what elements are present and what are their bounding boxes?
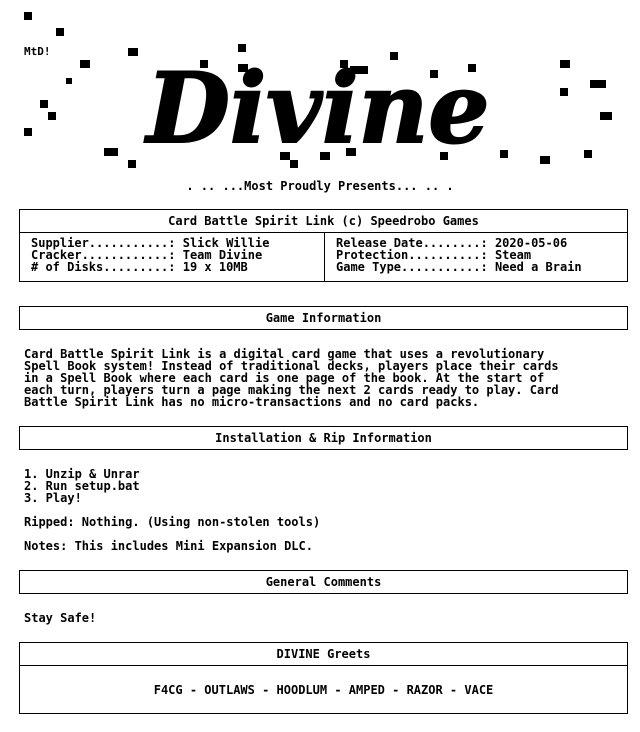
- logo-block: [104, 148, 118, 156]
- greets-box: [19, 642, 628, 714]
- logo-block: [560, 60, 570, 68]
- logo-block: [24, 128, 32, 136]
- cracker-row: Cracker............: Team Divine: [31, 248, 263, 262]
- logo-block: [238, 44, 246, 52]
- install-title: Installation & Rip Information: [215, 431, 432, 445]
- install-step: 1. Unzip & Unrar: [24, 467, 140, 481]
- logo-tag: MtD!: [24, 45, 51, 58]
- release-info-box: [19, 209, 628, 282]
- logo-block: [48, 112, 56, 120]
- logo-block: [128, 160, 136, 168]
- logo-block: [540, 156, 550, 164]
- divine-logo: [0, 0, 640, 180]
- game-type-row: Game Type...........: Need a Brain: [336, 260, 582, 274]
- logo-block: [40, 100, 48, 108]
- greets-title: DIVINE Greets: [276, 647, 371, 661]
- logo-block: [128, 48, 138, 56]
- comments-title: General Comments: [265, 575, 382, 589]
- greets-line: F4CG - OUTLAWS - HOODLUM - AMPED - RAZOR - VACE: [153, 683, 494, 697]
- release-date-row: Release Date........: 2020-05-06: [336, 236, 568, 250]
- logo-block: [66, 78, 72, 84]
- logo-block: [584, 150, 592, 158]
- divine-logo-art: [0, 0, 640, 180]
- divine-logo-text: Divine: [146, 52, 490, 165]
- logo-block: [24, 12, 32, 20]
- release-title: Card Battle Spirit Link (c) Speedrobo Games: [168, 214, 479, 228]
- comments-text: Stay Safe!: [24, 611, 97, 625]
- release-info-left: [20, 233, 325, 281]
- logo-block: [590, 80, 606, 88]
- game-info-title: Game Information: [265, 311, 382, 325]
- presents-line: . .. ...Most Proudly Presents... .. .: [186, 179, 454, 193]
- supplier-row: Supplier...........: Slick Willie: [31, 236, 270, 250]
- notes-line: Notes: This includes Mini Expansion DLC.: [24, 539, 313, 553]
- install-header: [19, 426, 628, 450]
- comments-header: [19, 570, 628, 594]
- game-info-header: [19, 306, 628, 330]
- install-step: 3. Play!: [24, 491, 82, 505]
- logo-block: [560, 88, 568, 96]
- game-info-line: Battle Spirit Link has no micro-transactions and no card packs.: [24, 395, 480, 409]
- protection-row: Protection..........: Steam: [336, 248, 532, 262]
- game-info-line: in a Spell Book where each card is one page of the book. At the start of: [24, 371, 545, 385]
- disks-row: # of Disks.........: 19 x 10MB: [31, 260, 248, 274]
- logo-block: [600, 112, 612, 120]
- release-info-right: [325, 233, 627, 281]
- game-info-line: Card Battle Spirit Link is a digital card game that uses a revolutionary: [24, 347, 545, 361]
- game-info-line: each turn, players turn a page making the next 2 cards ready to play. Card: [24, 383, 559, 397]
- logo-block: [500, 150, 508, 158]
- logo-block: [80, 60, 90, 68]
- install-step: 2. Run setup.bat: [24, 479, 140, 493]
- ripped-line: Ripped: Nothing. (Using non-stolen tools): [24, 515, 321, 529]
- logo-block: [56, 28, 64, 36]
- game-info-line: Spell Book system! Instead of traditional decks, players place their cards: [24, 359, 559, 373]
